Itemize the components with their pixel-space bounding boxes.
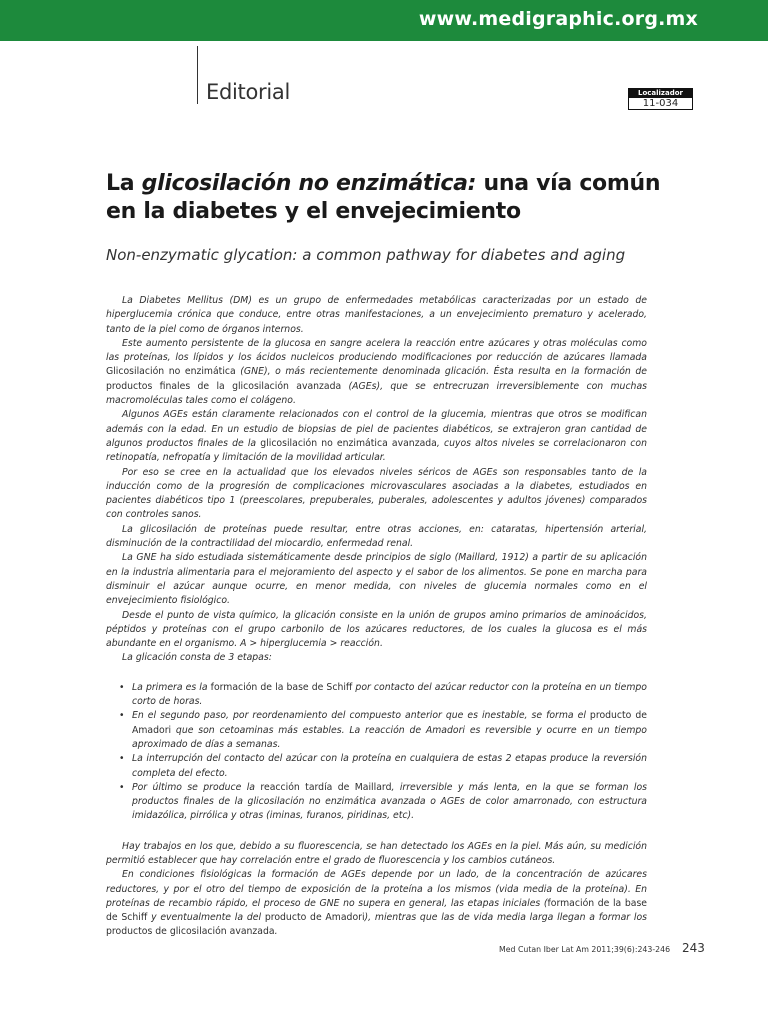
paragraph: La glicosilación de proteínas puede resultar, entre otras acciones, en: cataratas, hipertensión arterial, disminución de la contractilidad del miocardio, enfermedad renal. [106, 523, 647, 550]
list-item [132, 681, 647, 710]
paragraph: La Diabetes Mellitus (DM) es un grupo de enfermedades metabólicas caracterizadas por un estado de hiperglucemia crónica que conduce, entre otras manifestaciones, a un envejecimiento prematuro y acelerado, tanto de la piel como de órganos internos. [106, 295, 647, 335]
text-run: En condiciones fisiológicas la formación de AGEs depende por un lado, de la concentración de azúcares reductores, y por el otro del tiempo de exposición de la proteína a los mismos (vida media de la proteína). En proteínas de recambio rápido, el proceso de GNE no supera en general, las etapas iniciales ( [106, 869, 647, 909]
text-run: , irreversible y más lenta, en la que se forman los productos finales de la glicosilación no enzimática avanzada o AGEs de color amarronado, con estructura imidazólica, pirrólica y otras (iminas, furanos, piridinas, etc). [132, 781, 647, 822]
text-run: producto de Amadori [132, 710, 647, 736]
text-run: En el segundo paso, por reordenamiento del compuesto anterior que es inestable, se forma el [132, 710, 590, 722]
list-item [132, 781, 647, 824]
text-run: glicosilación no enzimática avanzada [260, 437, 437, 449]
text-run: ), mientras que las de vida media larga llegan a formar los [364, 912, 647, 924]
paragraph [106, 408, 647, 465]
section-divider [197, 46, 198, 104]
text-run: Glicosilación no enzimática [106, 366, 236, 378]
site-url-link[interactable]: www.medigraphic.org.mx [418, 8, 698, 30]
stages-list [106, 681, 647, 824]
text-run: producto de Amadori [264, 912, 365, 924]
text-run: Este aumento persistente de la glucosa en sangre acelera la reacción entre azúcares y otras moléculas como las proteínas, los lípidos y los ácidos nucleicos produciendo modificaciones por reducción de azúcares llamada [106, 337, 647, 364]
page-number: 243 [682, 941, 705, 955]
article-title [106, 170, 666, 226]
text-run: que son cetoaminas más estables. La reacción de Amadori es reversible y ocurre en un tiempo aproximado de días a semanas. [132, 724, 647, 750]
article-body [106, 294, 647, 940]
header-banner [0, 0, 768, 41]
text-run: y eventualmente la del [147, 912, 265, 924]
section-label: Editorial [206, 80, 290, 104]
article-subtitle: Non-enzymatic glycation: a common pathway for diabetes and aging [106, 246, 626, 264]
locator-box [628, 88, 693, 110]
title-italic: glicosilación no enzimática: [141, 171, 477, 196]
paragraph: Por eso se cree en la actualidad que los elevados niveles séricos de AGEs son responsables tanto de la inducción como de la progresión de complicaciones microvasculares asociadas a la diabetes, estudiados en pacientes diabéticos tipo 1 (preescolares, prepuberales, puberales, adolescentes y adultos jóvenes) comparados con controles sanos. [106, 466, 647, 521]
text-run: La primera es la [132, 681, 211, 693]
paragraph [106, 337, 647, 408]
text-run: (GNE), o más recientemente denominada glicación. Ésta resulta en la formación de [235, 366, 647, 378]
text-run: formación de la base de Schiff [210, 681, 353, 693]
text-run: por contacto del azúcar reductor con la proteína en un tiempo corto de horas. [132, 681, 647, 708]
paragraph: La GNE ha sido estudiada sistemáticamente desde principios de siglo (Maillard, 1912) a partir de su aplicación en la industria alimentaria para el mejoramiento del aspecto y el sabor de los alimentos. Se pone en marcha para disminuir el azúcar aunque ocurre, en menor medida, con niveles de glucemia normales como en el envejecimiento fisiológico. [106, 552, 647, 607]
text-run: , cuyos altos niveles se correlacionaron con retinopatía, nefropatía y limitación de la movilidad articular. [106, 437, 647, 464]
locator-label: Localizador [628, 88, 693, 98]
paragraph [106, 868, 647, 939]
title-prefix: La [106, 171, 142, 196]
text-run: reacción tardía de Maillard [260, 781, 392, 793]
text-run: (AGEs), que se entrecruzan irreversiblemente con muchas macromoléculas tales como el colágeno. [106, 380, 647, 407]
title-line1-rest: una vía común [476, 171, 661, 196]
text-run: formación de la base de Schiff [106, 897, 648, 924]
paragraph: Desde el punto de vista químico, la glicación consiste en la unión de grupos amino primarios de aminoácidos, péptidos y proteínas con el grupo carbonilo de los azúcares reductores, de los cuales la glucosa es el más abundante en el organismo. A > hiperglucemia > reacción. [106, 609, 647, 650]
list-item: • La interrupción del contacto del azúcar con la proteína en cualquiera de estas 2 etapas produce la reversión completa del efecto. [132, 752, 647, 781]
text-run: productos finales de la glicosilación avanzada [106, 380, 342, 392]
list-item [132, 709, 647, 752]
title-line2: en la diabetes y el envejecimiento [106, 199, 521, 224]
text-run: Algunos AGEs están claramente relacionados con el control de la glucemia, mientras que otros se modifican además con la edad. En un estudio de biopsias de piel de pacientes diabéticos, se extrajeron gran cantidad de algunos productos finales de la [106, 409, 647, 449]
text-run: productos de glicosilación avanzada [106, 926, 275, 938]
paragraph: La glicación consta de 3 etapas: [122, 652, 272, 664]
journal-citation: Med Cutan Iber Lat Am 2011;39(6):243-246 [499, 945, 671, 954]
paragraph: Hay trabajos en los que, debido a su fluorescencia, se han detectado los AGEs en la piel. Más aún, su medición permitió establecer que hay correlación entre el grado de fluorescencia y los cambios cutáneos. [106, 840, 647, 866]
text-run: Por último se produce la [132, 781, 261, 793]
locator-value: 11-034 [628, 98, 693, 110]
text-run: . [274, 926, 278, 938]
